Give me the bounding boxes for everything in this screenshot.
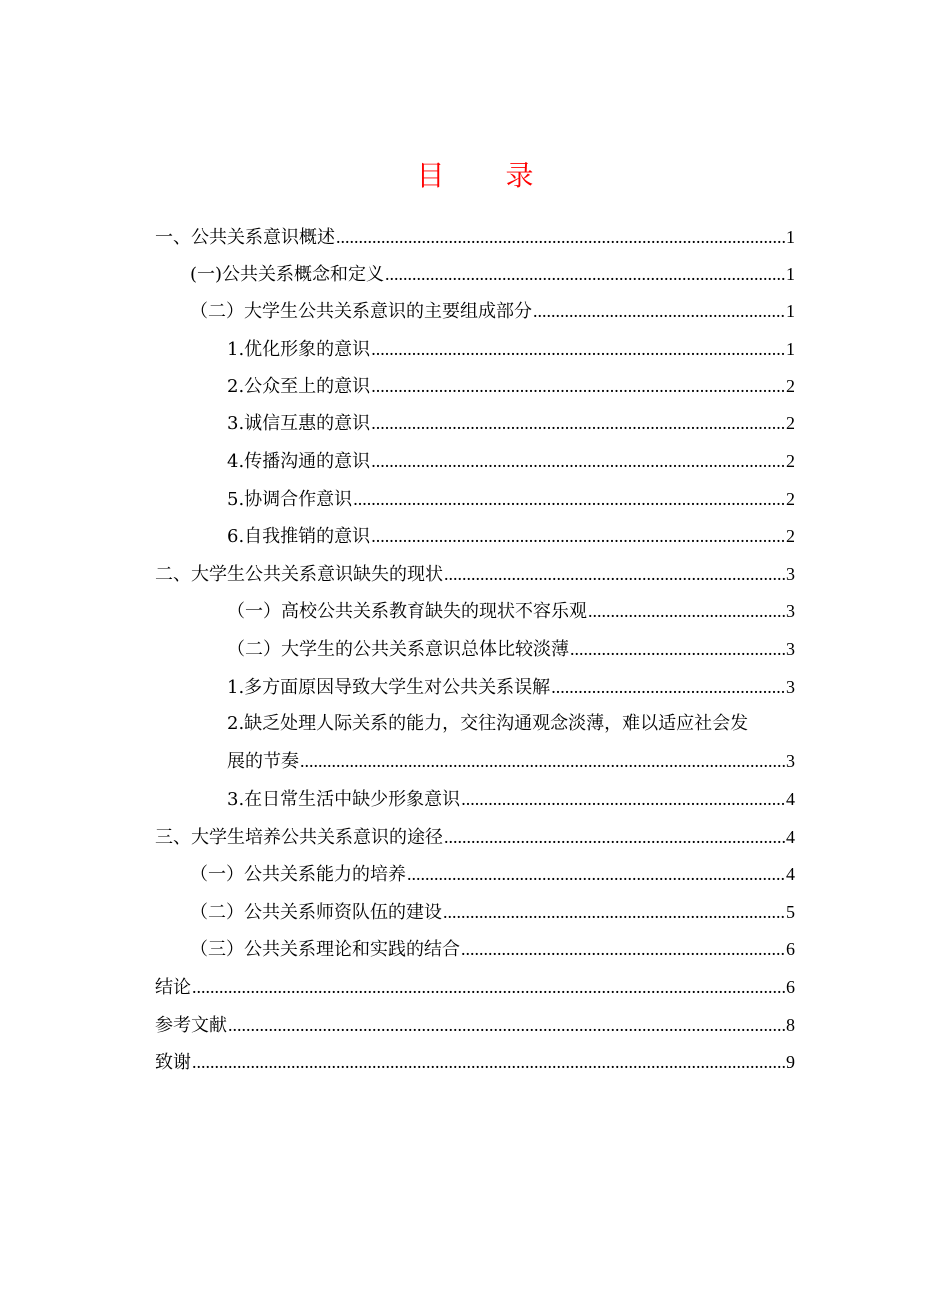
toc-dot-leader: [588, 597, 785, 625]
toc-entry[interactable]: [155, 1048, 795, 1076]
toc-dot-leader: [336, 223, 785, 251]
toc-entry-label: （二）大学生的公共关系意识总体比较淡薄: [227, 639, 569, 660]
toc-dot-leader: [551, 673, 785, 701]
toc-page-number: 6: [786, 977, 795, 997]
toc-page-number: 3: [786, 751, 795, 771]
toc-page-number: 3: [786, 639, 795, 659]
toc-dot-leader: [192, 1048, 785, 1076]
toc-entry[interactable]: [227, 447, 795, 475]
toc-entry[interactable]: [227, 372, 795, 400]
toc-page-number: 5: [786, 902, 795, 922]
toc-dot-leader: [570, 635, 785, 663]
toc-entry-label: (一)公共关系概念和定义: [190, 264, 385, 285]
toc-page-number: 1: [786, 301, 795, 321]
toc-dot-leader: [192, 973, 785, 1001]
toc-page-number: 2: [786, 526, 795, 546]
toc-entry[interactable]: [227, 785, 795, 813]
toc-dot-leader: [444, 560, 785, 588]
toc-entry-label: 2.公众至上的意识: [227, 376, 371, 397]
toc-entry-label: 结论: [155, 977, 191, 998]
toc-entry-label: （二）大学生公共关系意识的主要组成部分: [190, 301, 532, 322]
toc-entry[interactable]: [190, 260, 795, 288]
toc-entry-label: 1.多方面原因导致大学生对公共关系误解: [227, 677, 551, 698]
toc-page-number: 4: [786, 827, 795, 847]
toc-entry-label: 3.诚信互惠的意识: [227, 413, 371, 434]
toc-dot-leader: [371, 522, 785, 550]
toc-entry[interactable]: [227, 747, 795, 775]
toc-page-number: 6: [786, 939, 795, 959]
toc-dot-leader: [385, 260, 785, 288]
toc-page-number: 1: [786, 339, 795, 359]
toc-page-number: 1: [786, 264, 795, 284]
toc-dot-leader: [461, 785, 785, 813]
toc-page-number: 2: [786, 451, 795, 471]
toc-entry-label: 一、公共关系意识概述: [155, 227, 335, 248]
toc-entry-label: 展的节奏: [227, 751, 299, 772]
toc-dot-leader: [228, 1011, 785, 1039]
toc-page-number: 2: [786, 376, 795, 396]
toc-dot-leader: [371, 409, 785, 437]
toc-entry[interactable]: [190, 898, 795, 926]
toc-entry-label: 5.协调合作意识: [227, 489, 353, 510]
toc-entry-label-line1[interactable]: 2.缺乏处理人际关系的能力，交往沟通观念淡薄，难以适应社会发: [227, 713, 749, 734]
toc-entry-label: 三、大学生培养公共关系意识的途径: [155, 827, 443, 848]
toc-entry[interactable]: [227, 635, 795, 663]
page-title: 目 录: [416, 159, 560, 192]
toc-entry[interactable]: [155, 823, 795, 851]
toc-entry-label: 6.自我推销的意识: [227, 526, 371, 547]
toc-dot-leader: [443, 898, 785, 926]
toc-entry-label: （三）公共关系理论和实践的结合: [190, 939, 460, 960]
toc-page-number: 2: [786, 413, 795, 433]
toc-entry[interactable]: [155, 560, 795, 588]
toc-entry[interactable]: [227, 335, 795, 363]
toc-dot-leader: [461, 935, 785, 963]
toc-entry[interactable]: [227, 597, 795, 625]
toc-entry[interactable]: [227, 522, 795, 550]
toc-dot-leader: [353, 485, 785, 513]
toc-entry-label: 二、大学生公共关系意识缺失的现状: [155, 564, 443, 585]
toc-entry-label: （二）公共关系师资队伍的建设: [190, 902, 442, 923]
toc-entry[interactable]: [190, 935, 795, 963]
toc-dot-leader: [444, 823, 785, 851]
toc-entry[interactable]: [190, 297, 795, 325]
toc-entry[interactable]: [155, 223, 795, 251]
toc-entry-label: 致谢: [155, 1052, 191, 1073]
toc-dot-leader: [533, 297, 785, 325]
toc-entry-label: （一）公共关系能力的培养: [190, 864, 406, 885]
toc-page-number: 4: [786, 789, 795, 809]
toc-dot-leader: [300, 747, 785, 775]
toc-page-number: 2: [786, 489, 795, 509]
toc-entry-label: 3.在日常生活中缺少形象意识: [227, 789, 461, 810]
toc-entry-label: 参考文献: [155, 1015, 227, 1036]
toc-entry[interactable]: [190, 860, 795, 888]
toc-entry[interactable]: [155, 973, 795, 1001]
toc-entry[interactable]: [227, 485, 795, 513]
toc-entry-label: 1.优化形象的意识: [227, 339, 371, 360]
toc-entry[interactable]: [155, 1011, 795, 1039]
toc-page-number: 3: [786, 564, 795, 584]
toc-page-number: 8: [786, 1015, 795, 1035]
toc-entry[interactable]: [227, 409, 795, 437]
toc-page-number: 3: [786, 601, 795, 621]
toc-entry-label: （一）高校公共关系教育缺失的现状不容乐观: [227, 601, 587, 622]
toc-page-number: 9: [786, 1052, 795, 1072]
toc-dot-leader: [407, 860, 785, 888]
toc-page-number: 1: [786, 227, 795, 247]
toc-dot-leader: [371, 447, 785, 475]
toc-dot-leader: [371, 372, 785, 400]
toc-entry[interactable]: [227, 673, 795, 701]
toc-entry-label: 4.传播沟通的意识: [227, 451, 371, 472]
toc-dot-leader: [371, 335, 785, 363]
toc-page-number: 4: [786, 864, 795, 884]
toc-page-number: 3: [786, 677, 795, 697]
